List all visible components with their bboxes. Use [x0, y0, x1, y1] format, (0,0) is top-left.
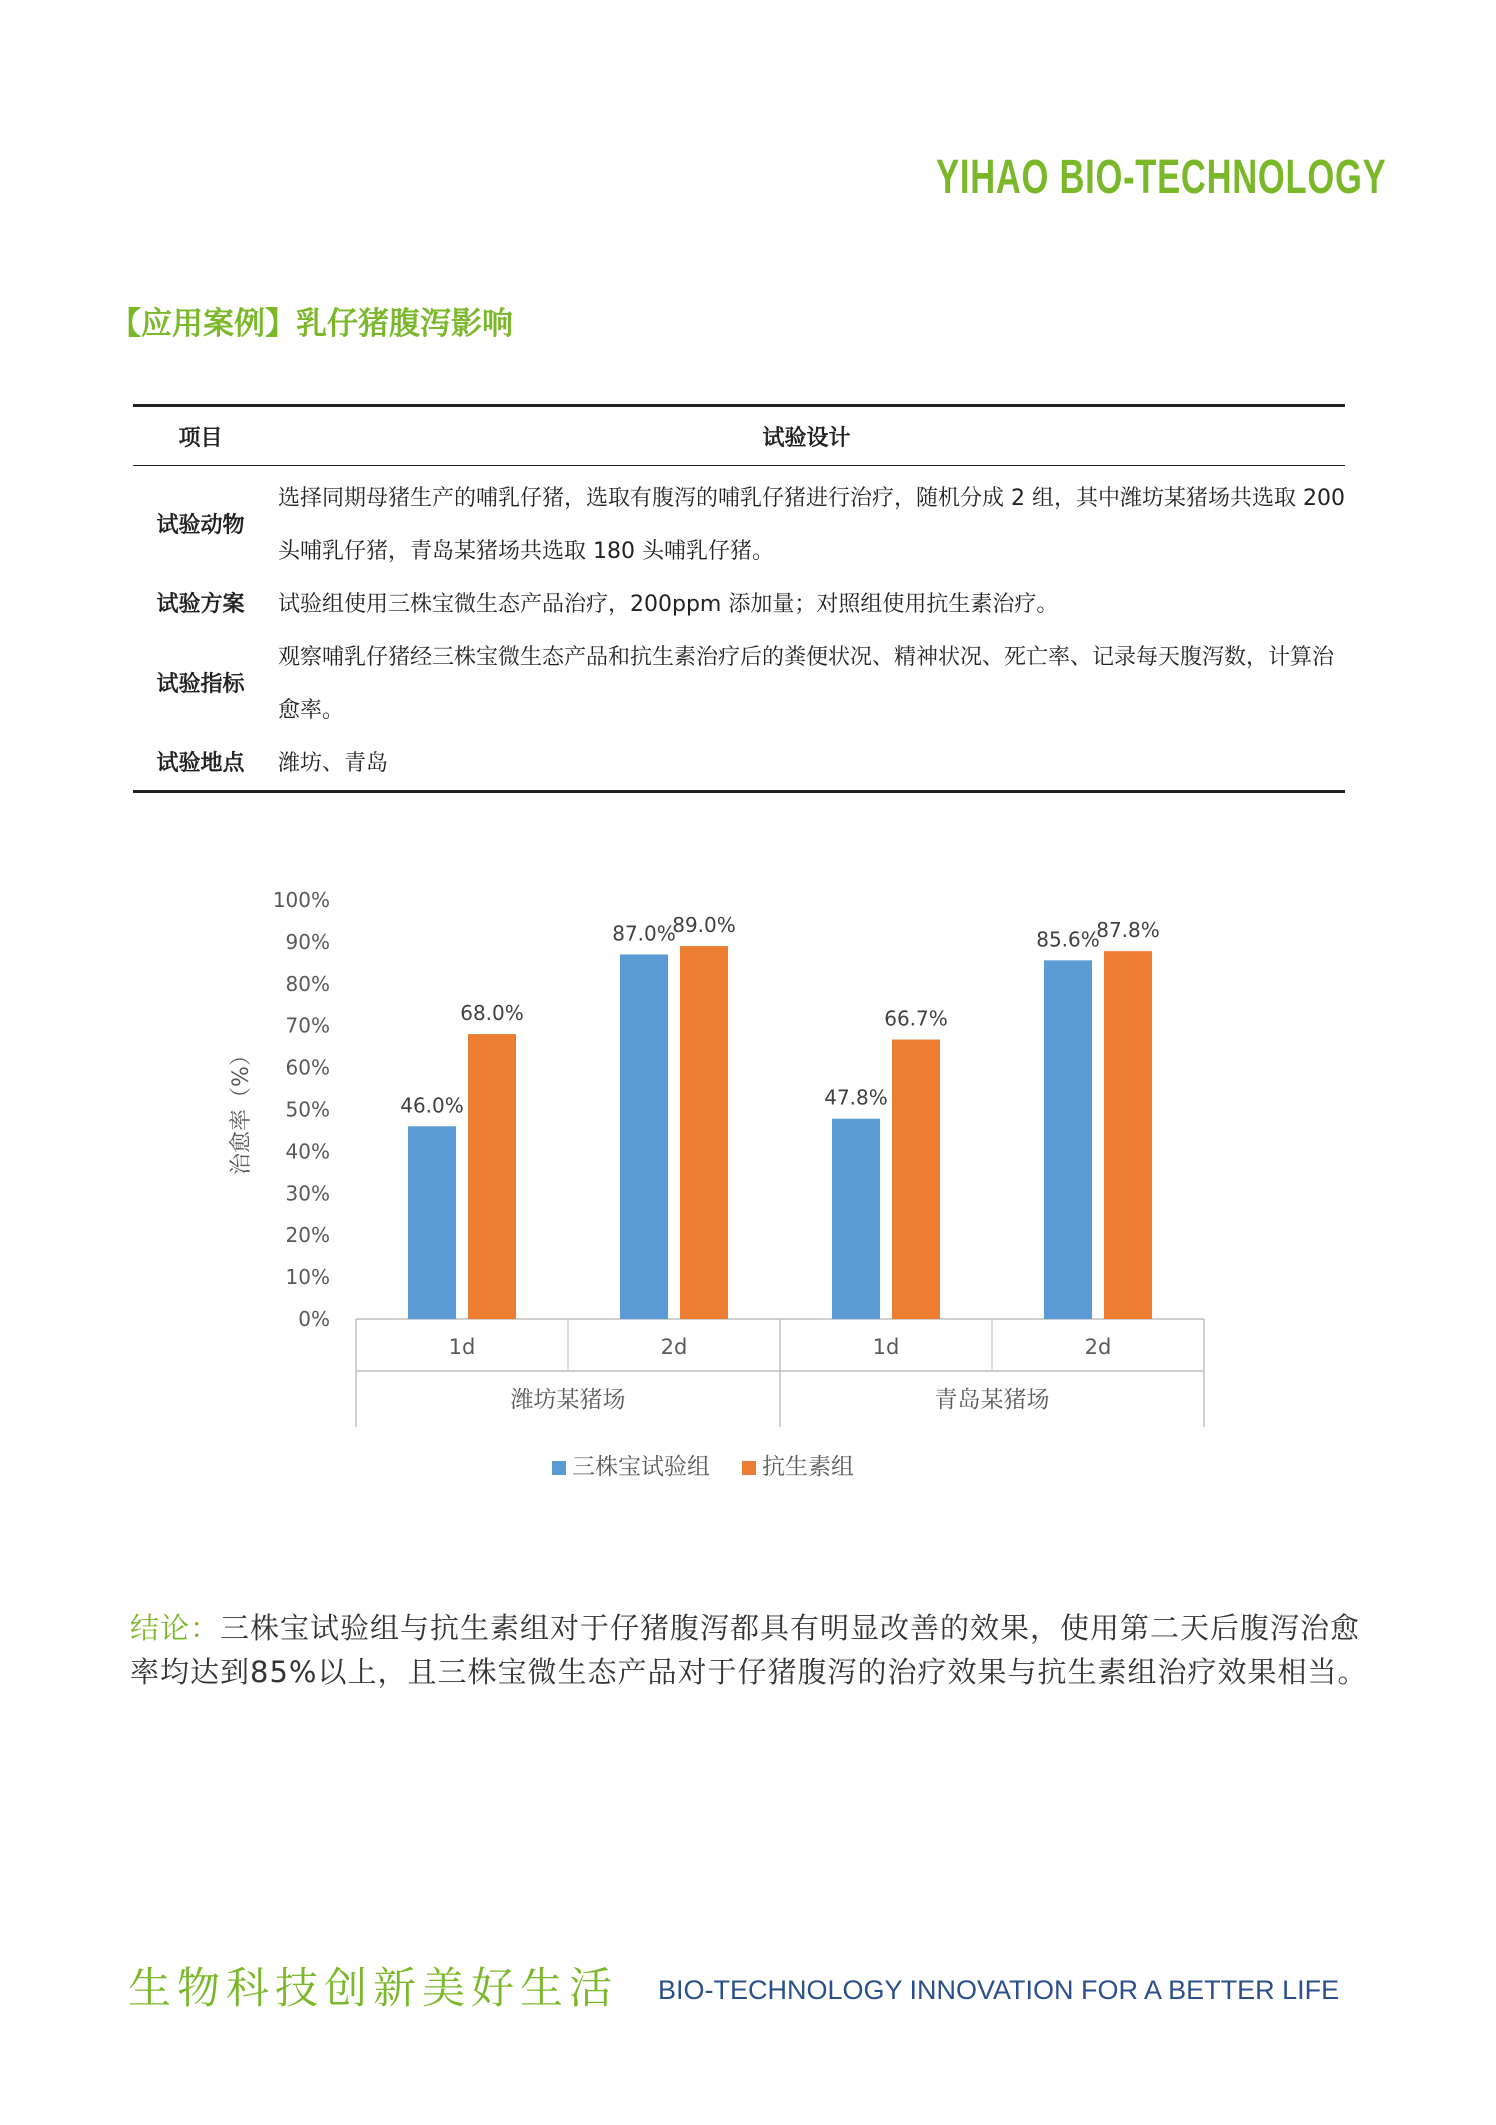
x-category-label: 1d — [872, 1335, 900, 1359]
data-label: 47.8% — [824, 1085, 888, 1110]
row-content: 选择同期母猪生产的哺乳仔猪，选取有腹泻的哺乳仔猪进行治疗，随机分成 2 组，其中潍坊某猪场共选取 200 头哺乳仔猪，青岛某猪场共选取 180 头哺乳仔猪。 — [278, 486, 1345, 564]
bar-trial — [620, 954, 668, 1319]
bar-trial — [832, 1119, 880, 1319]
data-label: 46.0% — [400, 1093, 464, 1118]
x-category-label: 2d — [1084, 1335, 1112, 1359]
row-label: 试验指标 — [156, 671, 245, 697]
footer-slogan-en: BIO-TECHNOLOGY INNOVATION FOR A BETTER LIFE — [658, 1975, 1340, 2005]
y-tick-label: 10% — [285, 1265, 330, 1290]
table-header-design: 试验设计 — [268, 406, 1345, 466]
x-group-label: 青岛某猪场 — [934, 1387, 1050, 1413]
y-tick-label: 70% — [285, 1013, 330, 1038]
legend-label: 抗生素组 — [762, 1454, 854, 1480]
row-label: 试验动物 — [156, 512, 245, 538]
data-label: 66.7% — [884, 1006, 948, 1031]
cure-rate-chart — [200, 870, 1300, 1510]
legend-swatch — [742, 1461, 756, 1475]
data-label: 87.0% — [612, 921, 676, 946]
conclusion-text: 三株宝试验组与抗生素组对于仔猪腹泻都具有明显改善的效果，使用第二天后腹泻治愈率均达到85%以上，且三株宝微生态产品对于仔猪腹泻的治疗效果与抗生素组治疗效果相当。 — [130, 1611, 1368, 1689]
row-content: 潍坊、青岛 — [268, 737, 1345, 792]
data-label: 87.8% — [1096, 918, 1160, 943]
y-tick-label: 90% — [285, 929, 330, 954]
brand-logo-text: YIHAO BIO-TECHNOLOGY — [935, 151, 1386, 204]
x-category-label: 2d — [660, 1335, 688, 1359]
bar-antibiotic — [680, 946, 728, 1319]
table-row — [133, 466, 1345, 579]
y-tick-label: 30% — [285, 1181, 330, 1206]
y-tick-label: 20% — [285, 1223, 330, 1248]
data-label: 68.0% — [460, 1001, 524, 1026]
y-tick-label: 100% — [272, 888, 330, 912]
x-group-label: 潍坊某猪场 — [510, 1387, 626, 1413]
x-category-label: 1d — [448, 1335, 476, 1359]
section-title: 【应用案例】乳仔猪腹泻影响 — [110, 306, 513, 342]
y-tick-label: 80% — [285, 971, 330, 996]
y-tick-label: 40% — [285, 1139, 330, 1164]
table-header-row — [133, 406, 1345, 466]
y-axis-title: 治愈率（%） — [229, 1044, 254, 1175]
row-label: 试验方案 — [156, 592, 245, 617]
table-row — [133, 737, 1345, 792]
legend-label: 三株宝试验组 — [572, 1454, 710, 1480]
trial-design-table — [133, 404, 1345, 793]
bar-antibiotic — [1104, 951, 1152, 1319]
y-tick-label: 60% — [285, 1055, 330, 1080]
data-label: 85.6% — [1036, 927, 1100, 952]
data-label: 89.0% — [672, 913, 736, 938]
row-content: 试验组使用三株宝微生态产品治疗，200ppm 添加量；对照组使用抗生素治疗。 — [278, 592, 1059, 617]
bar-antibiotic — [468, 1034, 516, 1319]
table-header-item: 项目 — [133, 406, 268, 466]
bar-trial — [1044, 960, 1092, 1319]
footer-slogan-cn: 生物科技创新美好生活 — [128, 1964, 618, 2014]
y-tick-label: 0% — [298, 1307, 330, 1331]
conclusion-lead: 结论： — [130, 1611, 221, 1645]
legend-swatch — [552, 1461, 566, 1475]
conclusion — [130, 1606, 1380, 1694]
y-tick-label: 50% — [285, 1097, 330, 1122]
cure-rate-chart-svg — [200, 870, 1300, 1510]
table-row — [133, 631, 1345, 737]
bar-antibiotic — [892, 1040, 940, 1319]
row-content: 观察哺乳仔猪经三株宝微生态产品和抗生素治疗后的粪便状况、精神状况、死亡率、记录每天腹泻数，计算治愈率。 — [278, 645, 1335, 723]
row-label: 试验地点 — [133, 737, 268, 792]
table-row — [133, 578, 1345, 631]
bar-trial — [408, 1126, 456, 1319]
